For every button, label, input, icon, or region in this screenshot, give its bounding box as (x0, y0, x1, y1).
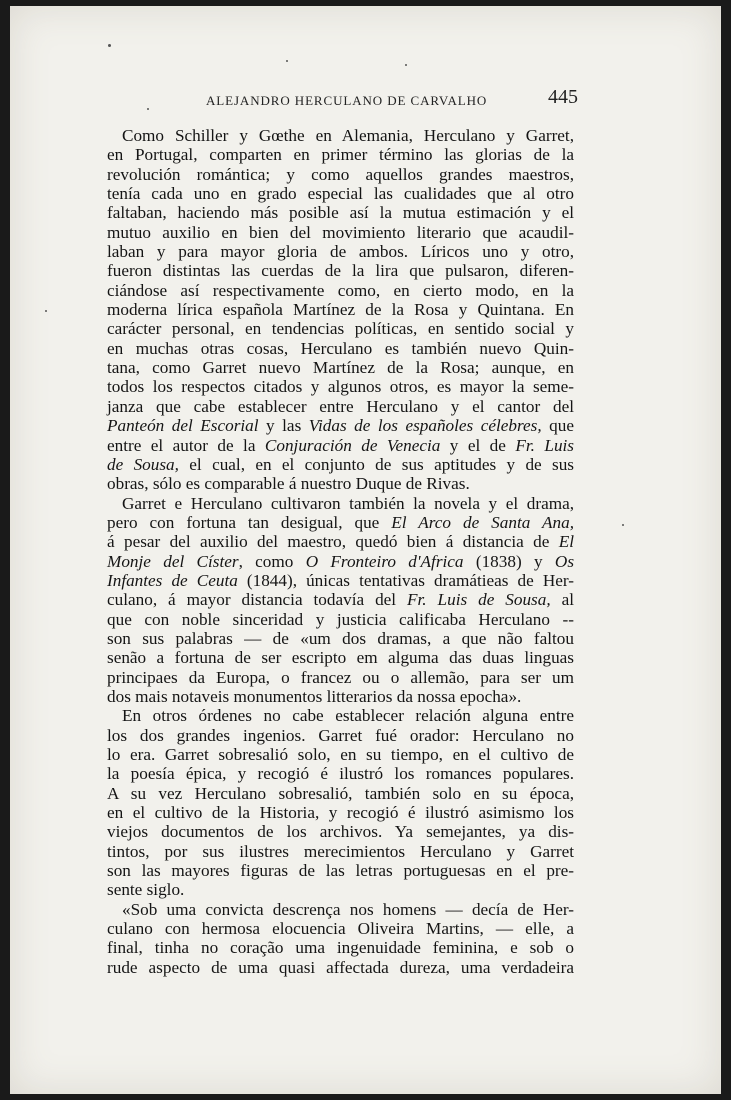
text-line: obras, sólo es comparable á nuestro Duque de Rivas. (107, 474, 470, 494)
text-line: Como Schiller y Gœthe en Alemania, Herculano y Garret, (122, 126, 574, 145)
running-head-title: ALEJANDRO HERCULANO DE CARVALHO (206, 93, 488, 108)
text-line: que con noble sinceridad y justicia calificaba Herculano -- (107, 609, 574, 629)
italic-title: de Sousa, (107, 454, 179, 474)
text-line: tenía cada uno en grado especial las cualidades que al otro (107, 184, 574, 204)
text-segment: entre el autor de la (107, 435, 265, 455)
text-segment: y el de (440, 435, 516, 455)
text-line: Garret e Herculano cultivaron también la novela y el drama, (122, 493, 574, 513)
text-line: rude aspecto de uma quasi affectada dureza, uma verdadeira (107, 957, 574, 977)
running-head (0, 0, 731, 120)
italic-title: O Fronteiro d'Africa (305, 551, 464, 571)
text-line: fueron distintas las cuerdas de la lira que pulsaron, diferen- (107, 261, 574, 281)
text-segment: á pesar del auxilio del maestro, quedó bien á distancia de (107, 532, 559, 552)
text-segment: al (550, 590, 574, 610)
ink-speck (147, 108, 149, 110)
text-line: dos mais notaveis monumentos litterarios da nossa epocha». (107, 686, 522, 706)
text-line: laban y para mayor gloria de ambos. Líricos uno y otro, (107, 242, 574, 262)
text-line: revolución romántica; y como aquellos grandes maestros, (107, 164, 574, 184)
text-line: los dos grandes ingenios. Garret fué orador: Herculano no (107, 725, 574, 745)
ink-speck (45, 310, 47, 312)
text-segment: el cual, en el conjunto de sus aptitudes y de sus (178, 454, 574, 474)
text-line: janza que cabe establecer entre Herculano y el cantor del (107, 396, 574, 416)
text-line: la poesía épica, y recogió é ilustró los romances populares. (107, 764, 574, 784)
text-line: viejos documentos de los archivos. Ya semejantes, ya dis- (107, 822, 574, 842)
italic-title: Fr. Luis de Sousa, (407, 590, 551, 610)
text-line: moderna lírica española Martínez de la Rosa y Quintana. En (107, 300, 574, 320)
italic-title: Infantes de Ceuta (107, 570, 238, 590)
text-line: son las mayores figuras de las letras portuguesas en el pre- (107, 861, 574, 881)
italic-title: Monje del Císter (107, 551, 239, 571)
italic-title: Os (554, 551, 575, 571)
text-line: faltaban, haciendo más posible así la mutua estimación y el (107, 203, 574, 223)
text-line: carácter personal, en tendencias políticas, en sentido social y (107, 319, 574, 339)
text-line: en Portugal, comparten en primer término las glorias de la (107, 145, 574, 165)
text-line: son sus palabras — de «um dos dramas, a que não faltou (107, 628, 574, 648)
text-line: mutuo auxilio en bien del movimiento literario que acaudil- (107, 222, 574, 242)
text-segment: culano, á mayor distancia todavía del (107, 590, 408, 610)
text-segment: pero con fortuna tan desigual, que (107, 512, 392, 532)
body-text (107, 126, 574, 977)
text-line (107, 532, 574, 551)
italic-title: El (558, 532, 574, 552)
ink-speck (286, 60, 288, 62)
text-line: en muchas otras cosas, Herculano es también nuevo Quin- (107, 338, 574, 358)
text-line: A su vez Herculano sobresalió, también solo en su época, (107, 783, 574, 803)
text-line: todos los respectos citados y algunos otros, es mayor la seme- (107, 377, 574, 397)
ink-speck (622, 524, 624, 526)
text-line: tana, como Garret nuevo Martínez de la Rosa; aunque, en (107, 358, 574, 378)
italic-title: Vidas de los españoles célebres, (308, 416, 542, 436)
text-line (107, 552, 574, 571)
text-line: «Sob uma convicta descrença nos homens — decía de Her- (122, 899, 574, 919)
text-segment: (1838) y (463, 551, 555, 571)
italic-title: Panteón del Escorial (107, 416, 259, 436)
text-line: principaes da Europa, o francez ou o allemão, para ser um (107, 667, 574, 687)
ink-speck (108, 44, 111, 47)
text-line: ciándose así respectivamente como, en cierto modo, en la (107, 280, 574, 300)
text-line: En otros órdenes no cabe establecer relación alguna entre (122, 706, 574, 726)
text-line (107, 513, 574, 532)
italic-title: El Arco de Santa Ana, (391, 512, 574, 532)
text-line: tintos, por sus ilustres merecimientos Herculano y Garret (107, 841, 574, 861)
text-segment: que (541, 416, 574, 436)
text-line: senão a fortuna de ser escripto em alguma das duas linguas (107, 648, 574, 668)
ink-speck (405, 64, 407, 66)
text-line (107, 590, 574, 609)
italic-title: Conjuración de Venecia (264, 435, 441, 455)
text-line: lo era. Garret sobresalió solo, en su tiempo, en el cultivo de (107, 745, 574, 764)
page-number: 445 (548, 86, 578, 108)
text-line: culano con hermosa elocuencia Oliveira Martins, — elle, a (107, 919, 574, 939)
text-line (107, 436, 574, 455)
text-line (107, 416, 574, 435)
text-segment: , como (238, 551, 306, 571)
text-line (107, 455, 574, 474)
text-line: sente siglo. (107, 880, 185, 900)
italic-title: Fr. Luis (515, 435, 574, 455)
text-segment: y las (258, 416, 309, 436)
text-line (107, 571, 574, 590)
text-line: final, tinha no coração uma ingenuidade feminina, e sob o (107, 938, 574, 958)
text-line: en el cultivo de la Historia, y recogió é ilustró asimismo los (107, 803, 574, 823)
text-segment: (1844), únicas tentativas dramátieas de Her- (237, 570, 574, 590)
